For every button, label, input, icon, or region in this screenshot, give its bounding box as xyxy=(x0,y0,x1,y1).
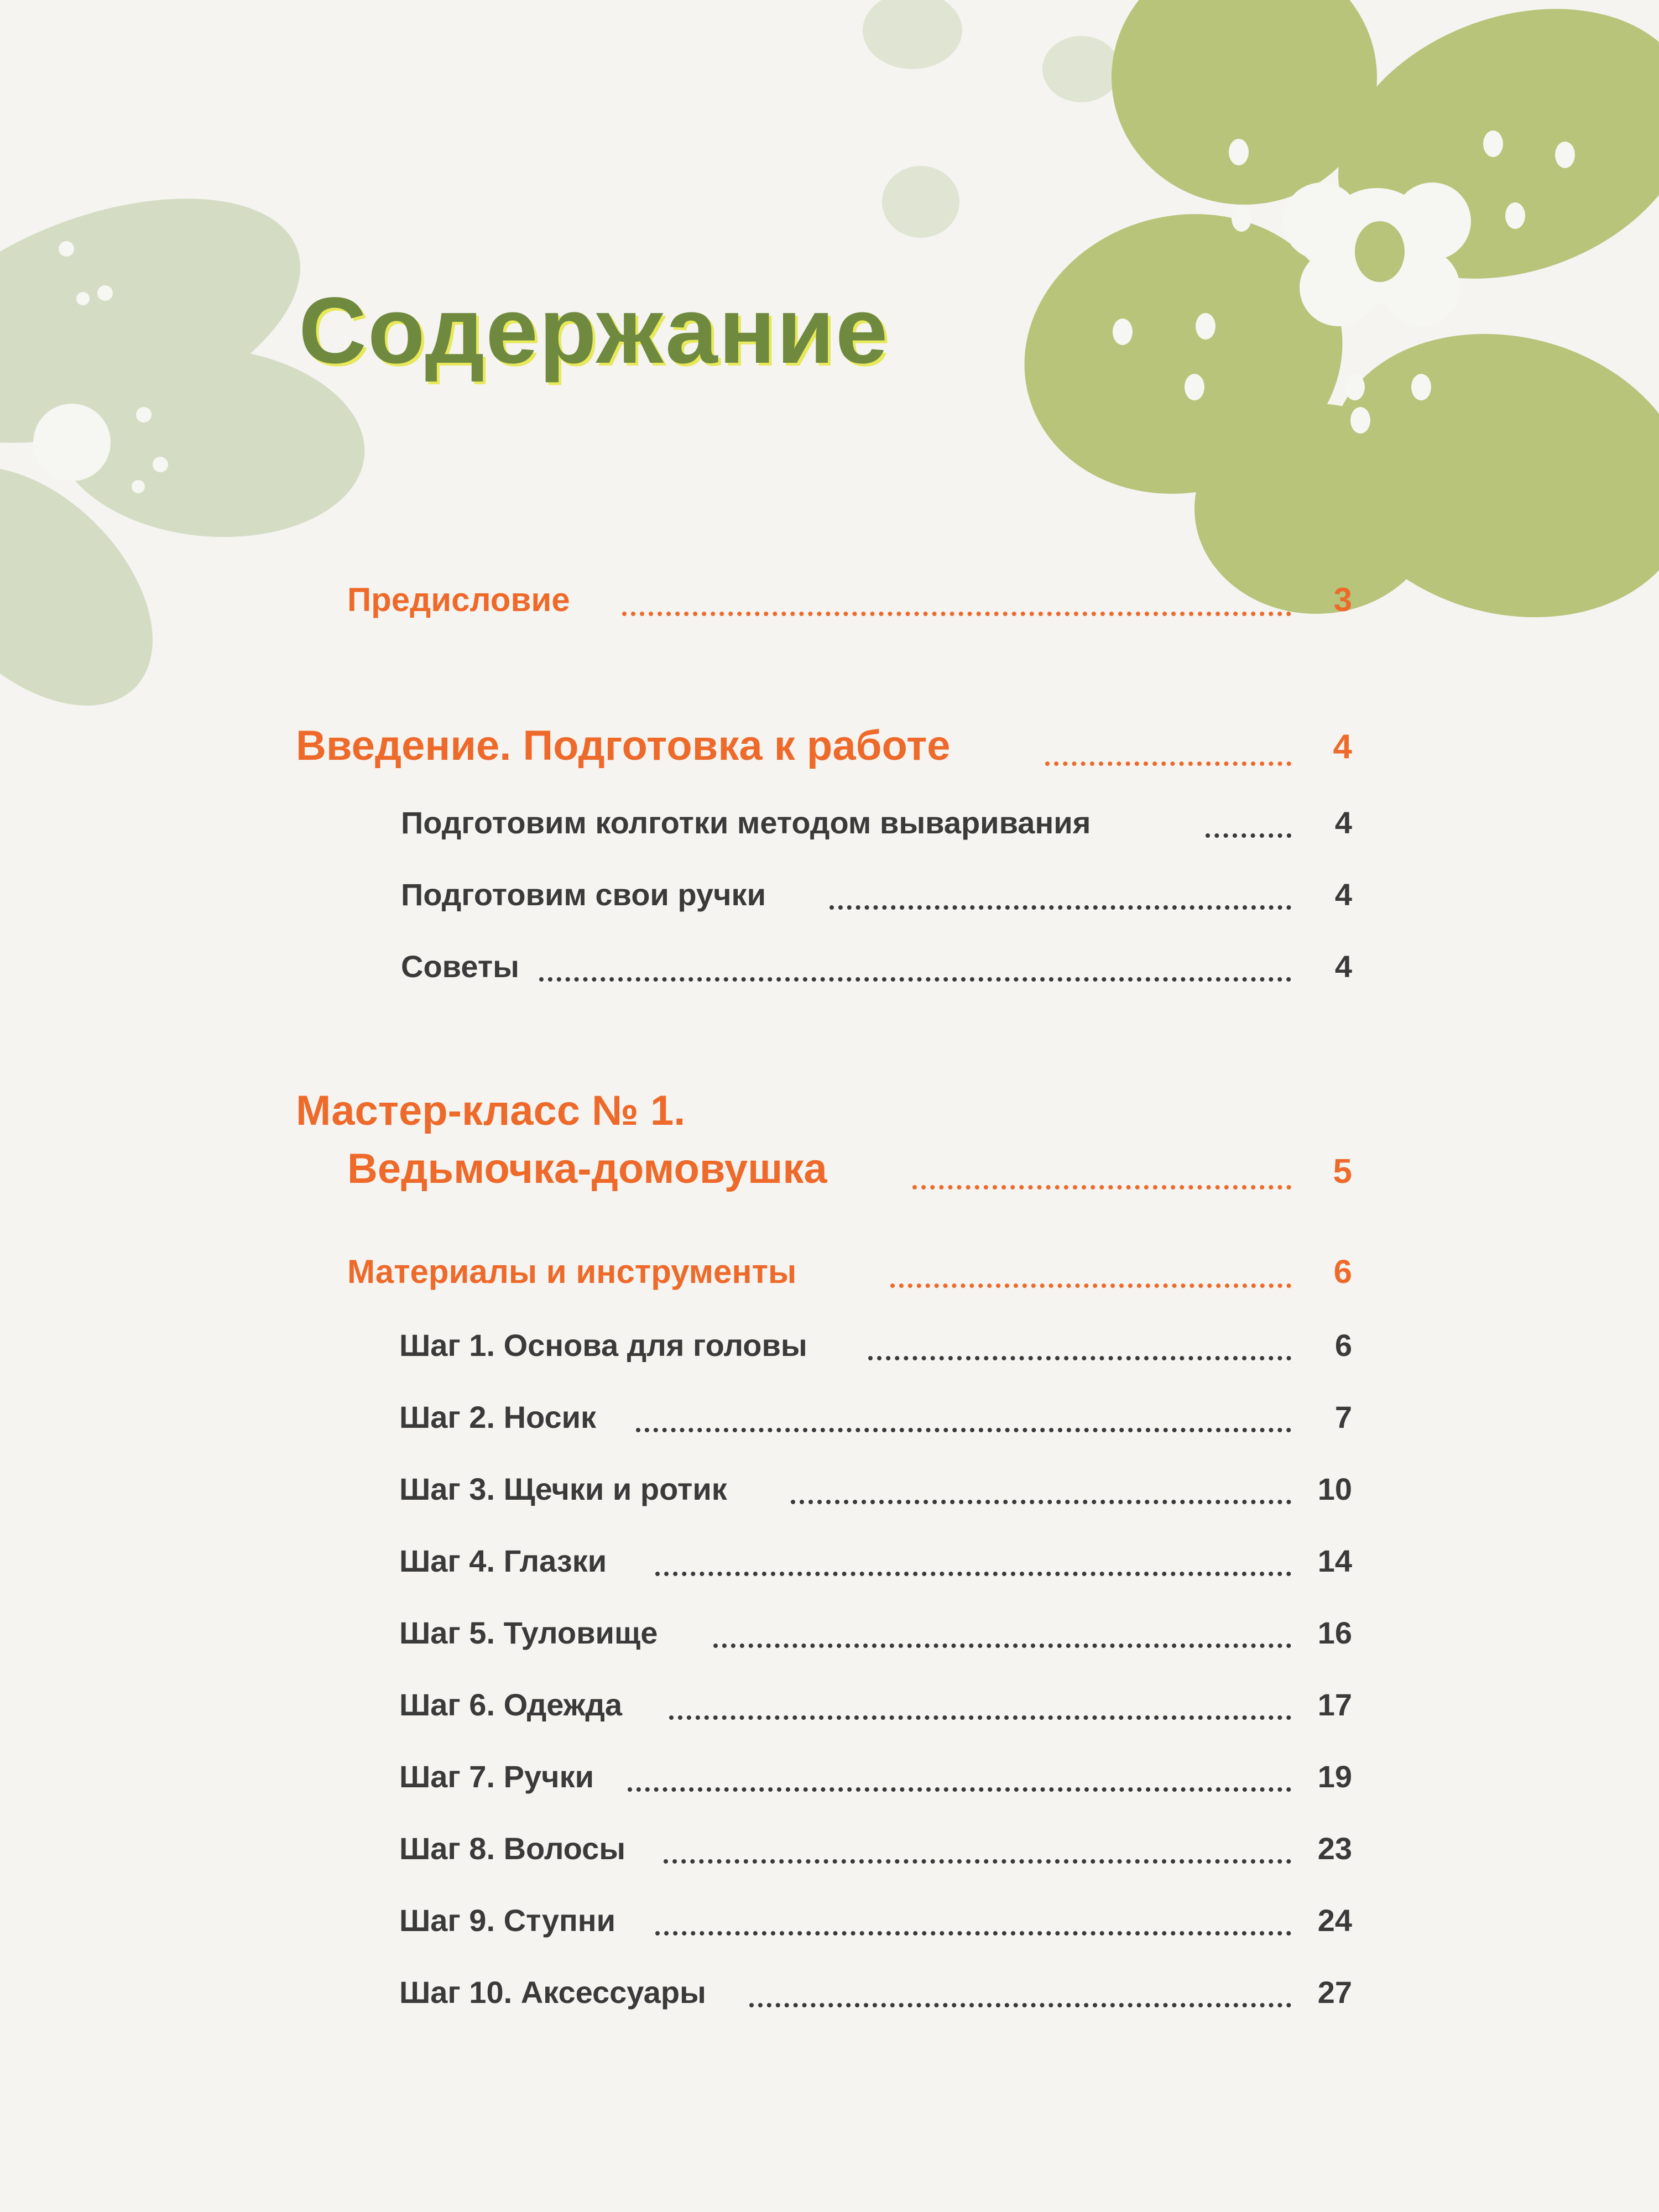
toc-entry-label: Шаг 1. Основа для головы xyxy=(399,1328,807,1363)
toc-entry-step[interactable] xyxy=(0,1471,1659,1532)
toc-entry-page: 4 xyxy=(1333,728,1352,766)
toc-entry-introduction[interactable] xyxy=(0,722,1659,782)
toc-entry-label: Шаг 10. Аксессуары xyxy=(399,1975,706,2010)
toc-entry-page: 19 xyxy=(1317,1759,1352,1794)
toc-entry-step[interactable] xyxy=(0,1974,1659,2035)
small-blob-icon xyxy=(1042,36,1120,102)
toc-entry-intro-item[interactable] xyxy=(0,948,1659,1009)
toc-entry-page: 4 xyxy=(1334,805,1352,840)
toc-entry-page: 10 xyxy=(1317,1472,1352,1506)
leader-dots xyxy=(1045,761,1291,766)
leader-dots xyxy=(1206,833,1291,838)
toc-entry-page: 7 xyxy=(1334,1400,1352,1434)
toc-entry-master-class[interactable] xyxy=(0,1087,1659,1208)
toc-entry-label: Шаг 6. Одежда xyxy=(399,1687,623,1722)
toc-entry-label: Материалы и инструменты xyxy=(347,1253,797,1290)
leader-dots xyxy=(791,1500,1291,1504)
toc-entry-step[interactable] xyxy=(0,1615,1659,1676)
toc-entry-label: Предисловие xyxy=(347,581,570,618)
small-blob-icon xyxy=(882,166,959,238)
small-blob-icon xyxy=(863,0,962,69)
leader-dots xyxy=(830,905,1291,910)
toc-entry-preface[interactable] xyxy=(0,581,1659,641)
toc-entry-page: 6 xyxy=(1334,1328,1352,1363)
toc-entry-step[interactable] xyxy=(0,1543,1659,1604)
toc-entry-intro-item[interactable] xyxy=(0,877,1659,937)
toc-entry-label: Шаг 9. Ступни xyxy=(399,1903,616,1938)
leader-dots xyxy=(664,1859,1291,1864)
toc-entry-page: 3 xyxy=(1333,581,1352,618)
page-title: Содержание xyxy=(299,278,889,383)
toc-entry-page: 5 xyxy=(1333,1152,1352,1191)
leader-dots xyxy=(912,1185,1291,1190)
toc-entry-materials[interactable] xyxy=(0,1253,1659,1313)
toc-entry-step[interactable] xyxy=(0,1687,1659,1747)
toc-entry-step[interactable] xyxy=(0,1759,1659,1819)
toc-entry-label: Шаг 4. Глазки xyxy=(399,1543,607,1578)
toc-entry-label: Подготовим колготки методом вываривания xyxy=(401,805,1091,840)
toc-entry-label: Подготовим свои ручки xyxy=(401,877,766,912)
toc-entry-label: Шаг 5. Туловище xyxy=(399,1615,658,1650)
toc-entry-page: 14 xyxy=(1317,1543,1352,1578)
toc-entry-label: Шаг 8. Волосы xyxy=(399,1831,626,1866)
leader-dots xyxy=(622,612,1291,616)
leader-dots xyxy=(669,1715,1291,1720)
toc-entry-page: 27 xyxy=(1317,1975,1352,2010)
leader-dots xyxy=(636,1428,1291,1432)
toc-entry-label-line2: Ведьмочка-домовушка xyxy=(347,1145,827,1192)
toc-entry-page: 17 xyxy=(1317,1687,1352,1722)
toc-entry-label: Шаг 3. Щечки и ротик xyxy=(399,1472,727,1506)
leader-dots xyxy=(628,1787,1291,1792)
toc-entry-page: 4 xyxy=(1334,949,1352,984)
toc-entry-label: Шаг 7. Ручки xyxy=(399,1759,594,1794)
toc-entry-page: 6 xyxy=(1333,1253,1352,1290)
toc-entry-intro-item[interactable] xyxy=(0,805,1659,865)
toc-entry-label-line1: Мастер-класс № 1. xyxy=(296,1087,686,1134)
leader-dots xyxy=(713,1644,1291,1648)
toc-entry-label: Шаг 2. Носик xyxy=(399,1400,597,1434)
leader-dots xyxy=(655,1572,1291,1576)
toc-entry-page: 4 xyxy=(1334,877,1352,912)
toc-entry-page: 24 xyxy=(1317,1903,1352,1938)
toc-entry-step[interactable] xyxy=(0,1902,1659,1963)
leader-dots xyxy=(539,977,1291,982)
leader-dots xyxy=(749,2003,1291,2007)
toc-entry-label: Советы xyxy=(401,949,519,984)
toc-entry-label: Введение. Подготовка к работе xyxy=(296,722,951,769)
leader-dots xyxy=(890,1284,1291,1288)
leader-dots xyxy=(868,1356,1291,1360)
toc-entry-step[interactable] xyxy=(0,1327,1659,1388)
toc-entry-step[interactable] xyxy=(0,1830,1659,1891)
toc-entry-page: 23 xyxy=(1317,1831,1352,1866)
leader-dots xyxy=(655,1931,1291,1936)
toc-entry-page: 16 xyxy=(1317,1615,1352,1650)
toc-entry-step[interactable] xyxy=(0,1399,1659,1460)
